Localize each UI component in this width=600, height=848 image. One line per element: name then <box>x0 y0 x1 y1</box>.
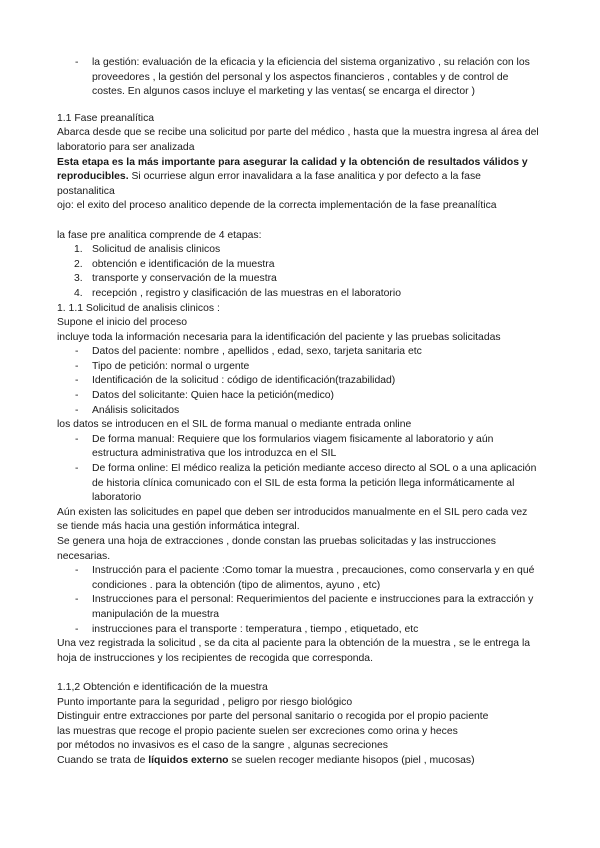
list-item-text: Solicitud de analisis clinicos <box>92 244 221 256</box>
list-item <box>57 462 541 506</box>
text-run: Cuando se trata de <box>57 754 149 766</box>
dash-marker: - <box>75 433 79 445</box>
instructions-list <box>57 564 541 637</box>
list-item <box>57 564 541 593</box>
section-heading-1-1-2: 1.1,2 Obtención e identificación de la muestra <box>57 681 268 693</box>
paragraph: incluye toda la información necesaria para la identificación del paciente y las pruebas solicitadas <box>57 331 501 343</box>
paragraph: los datos se introducen en el SIL de forma manual o mediante entrada online <box>57 419 412 431</box>
paragraph: Una vez registrada la solicitud , se da cita al paciente para la obtención de la muestra , se le entrega la hoja de instrucciones y los recipientes de recogida que corresponda. <box>57 638 531 664</box>
dash-marker: - <box>75 594 79 606</box>
intro-bullet-item <box>57 56 541 100</box>
list-item-text: recepción , registro y clasificación de las muestras en el laboratorio <box>92 287 401 299</box>
list-number: 3. <box>74 273 83 285</box>
intro-bullet-text: la gestión: evaluación de la eficacia y la eficiencia del sistema organizativo , su relación con los proveedores , la gestión del personal y los aspectos financieros , contables y de control de costes. En algunos casos incluye el marketing y las ventas( se encarga el director ) <box>92 57 530 98</box>
paragraph: Se genera una hoja de extracciones , donde constan las pruebas solicitadas y las instrucciones necesarias. <box>57 536 496 562</box>
paragraph: por métodos no invasivos es el caso de la sangre , algunas secreciones <box>57 740 388 752</box>
bold-statement: Esta etapa es la más importante para asegurar la calidad y la obtención de resultados válidos y reproducibles. <box>57 156 528 183</box>
list-item-text: De forma manual: Requiere que los formularios viagem fisicamente al laboratorio y aún estructura administrativa que los introduzca en el SIL <box>92 433 494 460</box>
patient-data-list <box>57 345 541 418</box>
paragraph: la fase pre analitica comprende de 4 etapas: <box>57 229 262 241</box>
dash-marker: - <box>75 57 79 68</box>
dash-marker: - <box>75 623 79 635</box>
list-item <box>57 243 541 258</box>
dash-marker: - <box>75 404 79 416</box>
list-item <box>57 287 541 302</box>
list-item-text: Datos del solicitante: Quien hace la petición(medico) <box>92 390 334 402</box>
list-item-text: Datos del paciente: nombre , apellidos , edad, sexo, tarjeta sanitaria etc <box>92 346 422 358</box>
list-item <box>57 593 541 622</box>
paragraph: Aún existen las solicitudes en papel que deben ser introducidos manualmente en el SIL pero cada vez se tiende más hacia una gestión informática integral. <box>57 506 528 533</box>
list-item-text: Identificación de la solicitud : código de identificación(trazabilidad) <box>92 375 396 387</box>
bold-term: líquidos externo <box>148 754 229 766</box>
paragraph-continuation: Si ocurriese algun error inavalidara a la fase analitica y por defecto a la fase postanalitica <box>57 171 481 197</box>
paragraph-note: ojo: el exito del proceso analitico depende de la correcta implementación de la fase preanalítica <box>57 200 497 212</box>
paragraph <box>57 754 541 769</box>
list-item-text: Instrucciones para el personal: Requerimientos del paciente e instrucciones para la extracción y manipulación de la muestra <box>92 594 534 620</box>
list-item <box>57 389 541 404</box>
section-heading-1-1-1: 1. 1.1 Solicitud de analisis clinicos : <box>57 302 220 314</box>
list-item <box>57 623 541 638</box>
list-item <box>57 433 541 462</box>
list-number: 2. <box>74 258 83 270</box>
list-item-text: Tipo de petición: normal o urgente <box>92 360 250 372</box>
paragraph: Supone el inicio del proceso <box>57 317 187 329</box>
list-item <box>57 258 541 273</box>
dash-marker: - <box>75 360 79 372</box>
stages-list <box>57 243 541 301</box>
list-item <box>57 272 541 287</box>
paragraph: Abarca desde que se recibe una solicitud por parte del médico , hasta que la muestra ingresa al área del laboratorio para ser analizada <box>57 127 539 153</box>
dash-marker: - <box>75 463 79 475</box>
section-heading-1-1: 1.1 Fase preanalítica <box>57 112 155 124</box>
document-page <box>57 56 541 769</box>
dash-marker: - <box>75 375 79 387</box>
paragraph: Distinguir entre extracciones por parte del personal sanitario o recogida por el propio paciente <box>57 711 489 723</box>
dash-marker: - <box>75 565 79 577</box>
dash-marker: - <box>75 346 79 358</box>
list-item-text: Instrucción para el paciente :Como tomar la muestra , precauciones, como conservarla y en qué condiciones . para la obtención (tipo de alimentos, ayuno , etc) <box>92 565 535 591</box>
paragraph: las muestras que recoge el propio paciente suelen ser excreciones como orina y heces <box>57 725 458 737</box>
text-run: se suelen recoger mediante hisopos (piel , mucosas) <box>228 754 475 766</box>
list-item-text: Análisis solicitados <box>92 404 180 416</box>
list-item-text: obtención e identificación de la muestra <box>92 258 275 270</box>
paragraph-emphasis <box>57 156 541 200</box>
list-item <box>57 374 541 389</box>
list-item-text: instrucciones para el transporte : temperatura , tiempo , etiquetado, etc <box>92 623 419 635</box>
dash-marker: - <box>75 390 79 402</box>
list-item <box>57 404 541 419</box>
list-item <box>57 360 541 375</box>
paragraph: Punto importante para la seguridad , peligro por riesgo biológico <box>57 696 353 708</box>
list-number: 1. <box>74 244 83 256</box>
sil-entry-list <box>57 433 541 506</box>
list-item-text: transporte y conservación de la muestra <box>92 273 277 285</box>
list-item-text: De forma online: El médico realiza la petición mediante acceso directo al SOL o a una aplicación de historia clínica comunicado con el SIL de esta forma la petición llega informáticamente al laboratorio <box>92 463 537 504</box>
list-number: 4. <box>74 287 83 299</box>
list-item <box>57 345 541 360</box>
